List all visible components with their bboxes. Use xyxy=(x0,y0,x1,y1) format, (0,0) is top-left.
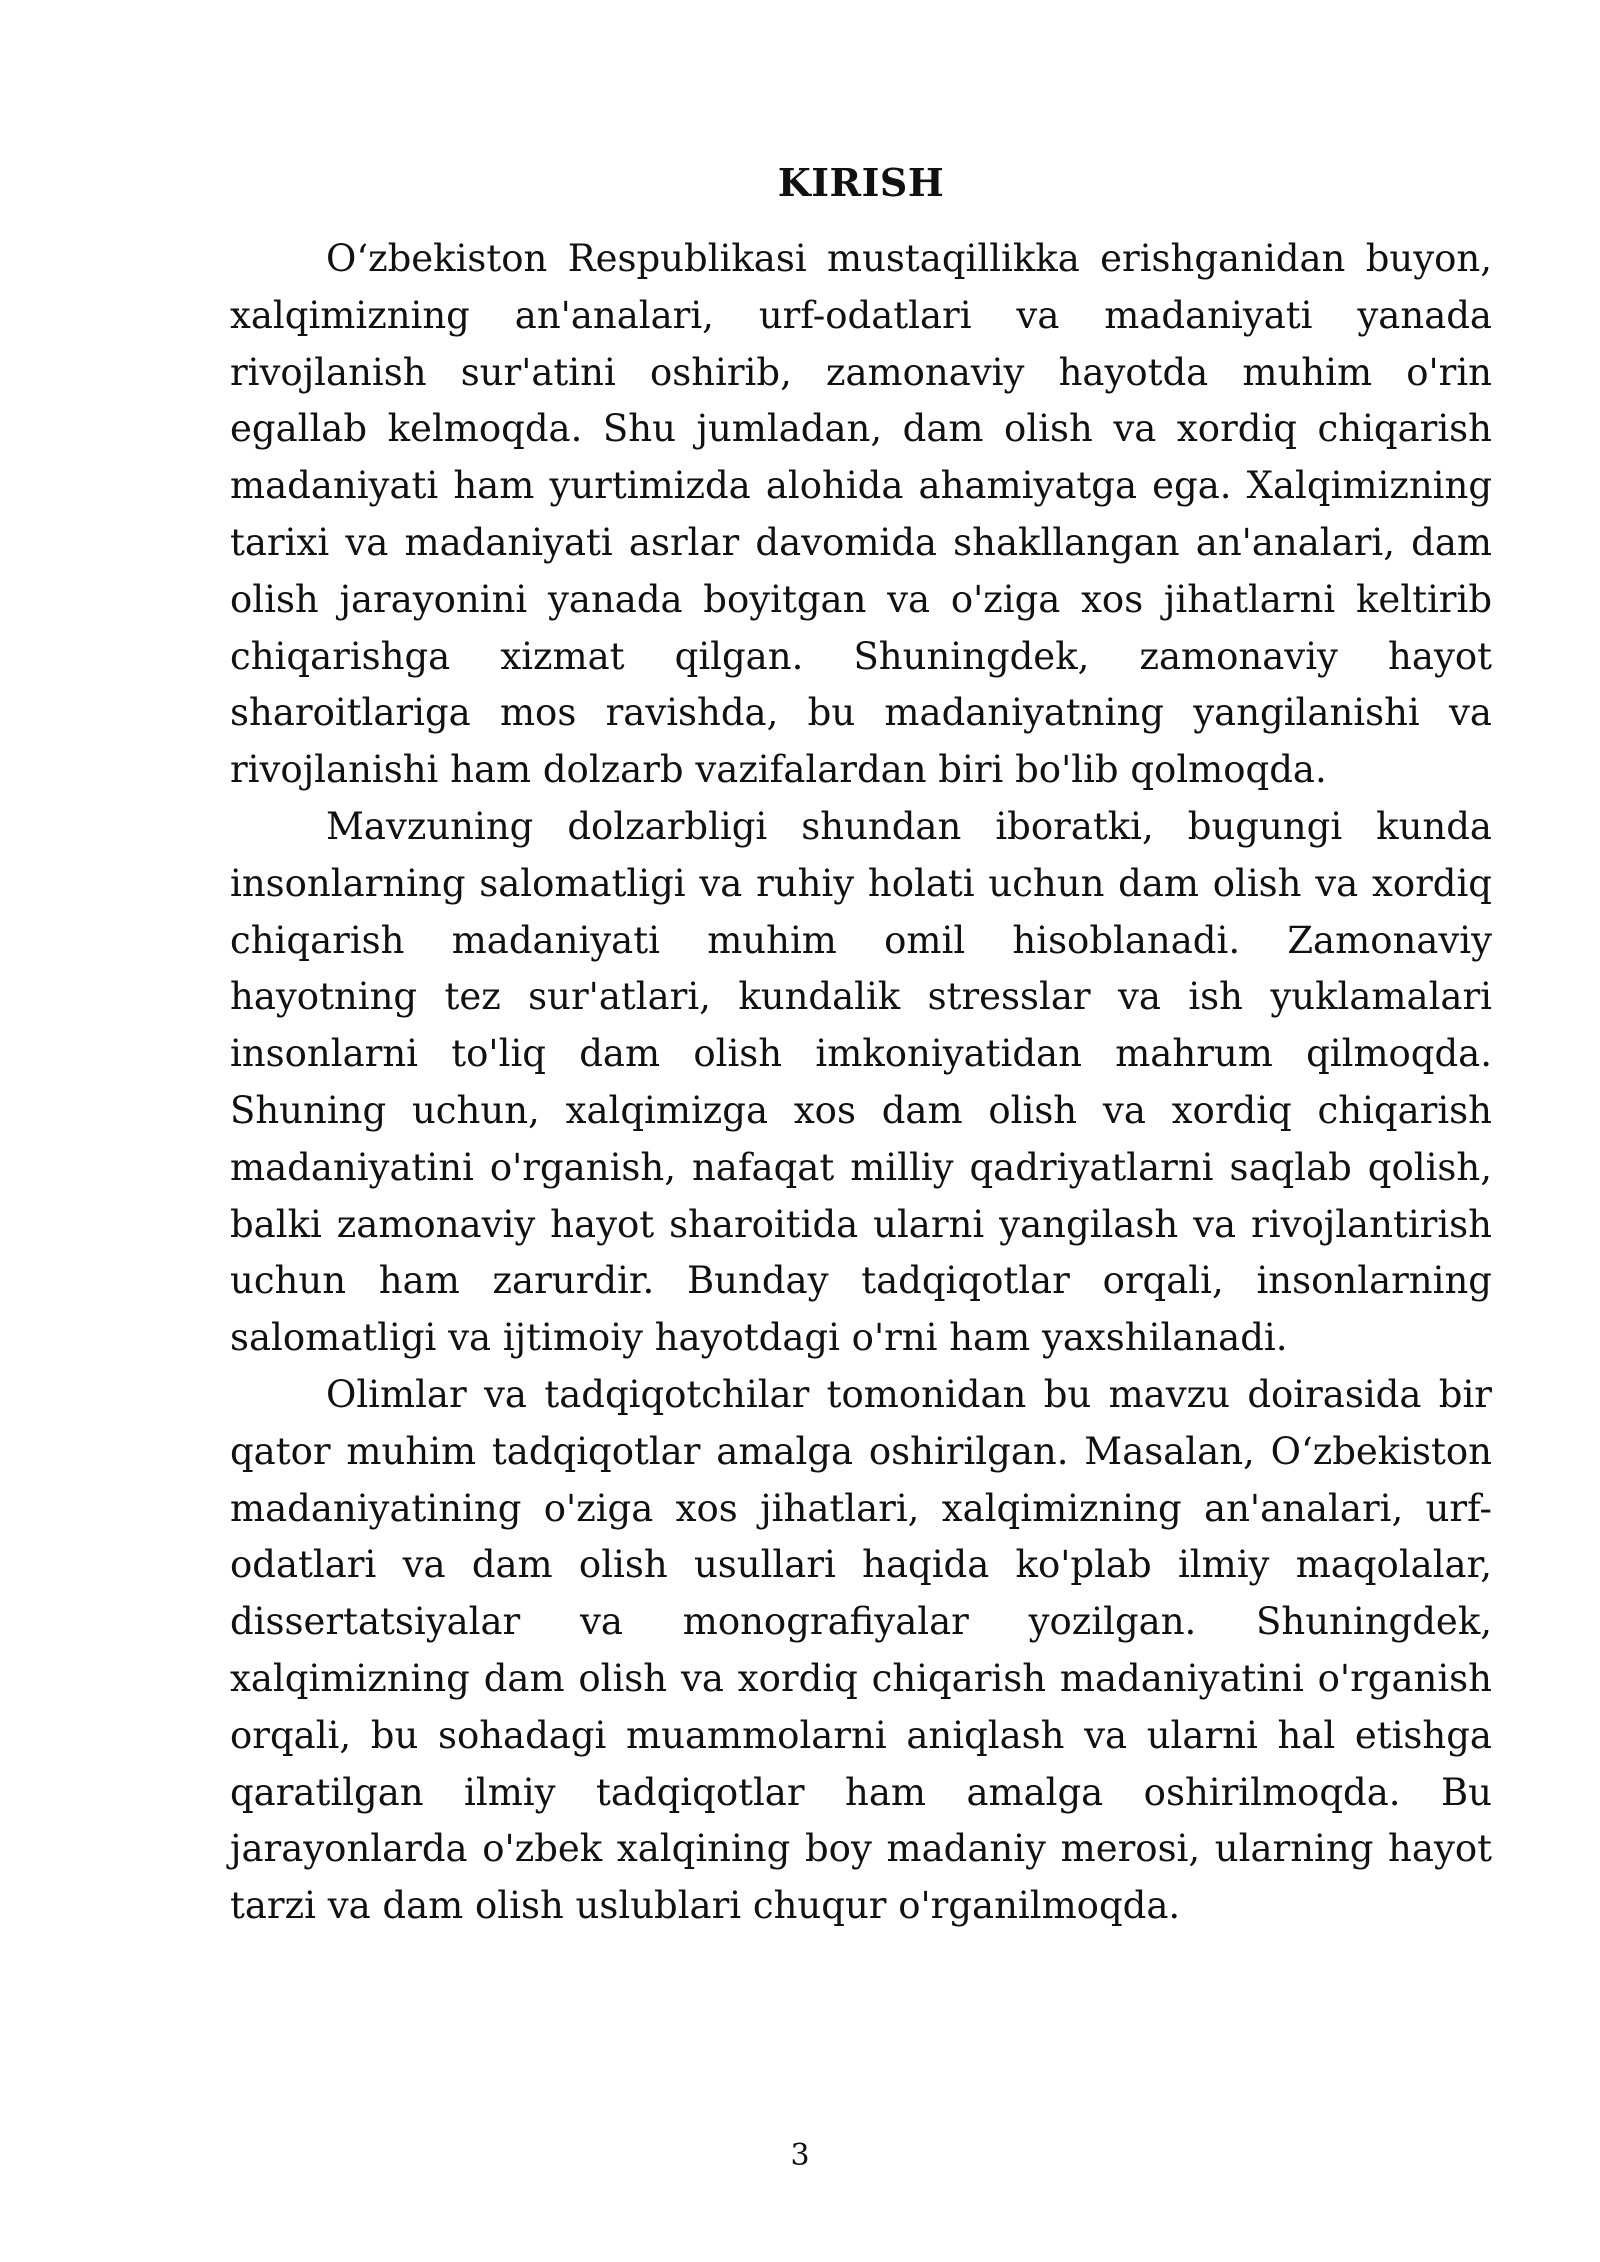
paragraph-research: Olimlar va tadqiqotchilar tomonidan bu mavzu doirasida bir qator muhim tadqiqotlar amalga oshirilgan. Masalan, O‘zbekiston madaniyatining o'ziga xos jihatlari, xalqimizning an'analari, urf-odatlari va dam olish usullari haqida ko'plab ilmiy maqolalar, dissertatsiyalar va monografiyalar yozilgan. Shuningdek, xalqimizning dam olish va xordiq chiqarish madaniyatini o'rganish orqali, bu sohadagi muammolarni aniqlash va ularni hal etishga qaratilgan ilmiy tadqiqotlar ham amalga oshirilmoqda. Bu jarayonlarda o'zbek xalqining boy madaniy merosi, ularning hayot tarzi va dam olish uslublari chuqur o'rganilmoqda. xyxy=(230,1372,1492,1928)
paragraph-relevance: Mavzuning dolzarbligi shundan iboratki, bugungi kunda insonlarning salomatligi va ruhiy holati uchun dam olish va xordiq chiqarish madaniyati muhim omil hisoblanadi. Zamonaviy hayotning tez sur'atlari, kundalik stresslar va ish yuklamalari insonlarni to'liq dam olish imkoniyatidan mahrum qilmoqda. Shuning uchun, xalqimizga xos dam olish va xordiq chiqarish madaniyatini o'rganish, nafaqat milliy qadriyatlarni saqlab qolish, balki zamonaviy hayot sharoitida ularni yangilash va rivojlantirish uchun ham zarurdir. Bunday tadqiqotlar orqali, insonlarning salomatligi va ijtimoiy hayotdagi o'rni ham yaxshilanadi. xyxy=(230,804,1492,1360)
page-number: 3 xyxy=(790,2138,810,2173)
section-title: KIRISH xyxy=(777,160,945,205)
page-content xyxy=(230,155,1492,1935)
paragraph-intro: O‘zbekiston Respublikasi mustaqillikka erishganidan buyon, xalqimizning an'analari, urf-odatlari va madaniyati yanada rivojlanish sur'atini oshirib, zamonaviy hayotda muhim o'rin egallab kelmoqda. Shu jumladan, dam olish va xordiq chiqarish madaniyati ham yurtimizda alohida ahamiyatga ega. Xalqimizning tarixi va madaniyati asrlar davomida shakllangan an'analari, dam olish jarayonini yanada boyitgan va o'ziga xos jihatlarni keltirib chiqarishga xizmat qilgan. Shuningdek, zamonaviy hayot sharoitlariga mos ravishda, bu madaniyatning yangilanishi va rivojlanishi ham dolzarb vazifalardan biri bo'lib qolmoqda. xyxy=(230,237,1492,792)
